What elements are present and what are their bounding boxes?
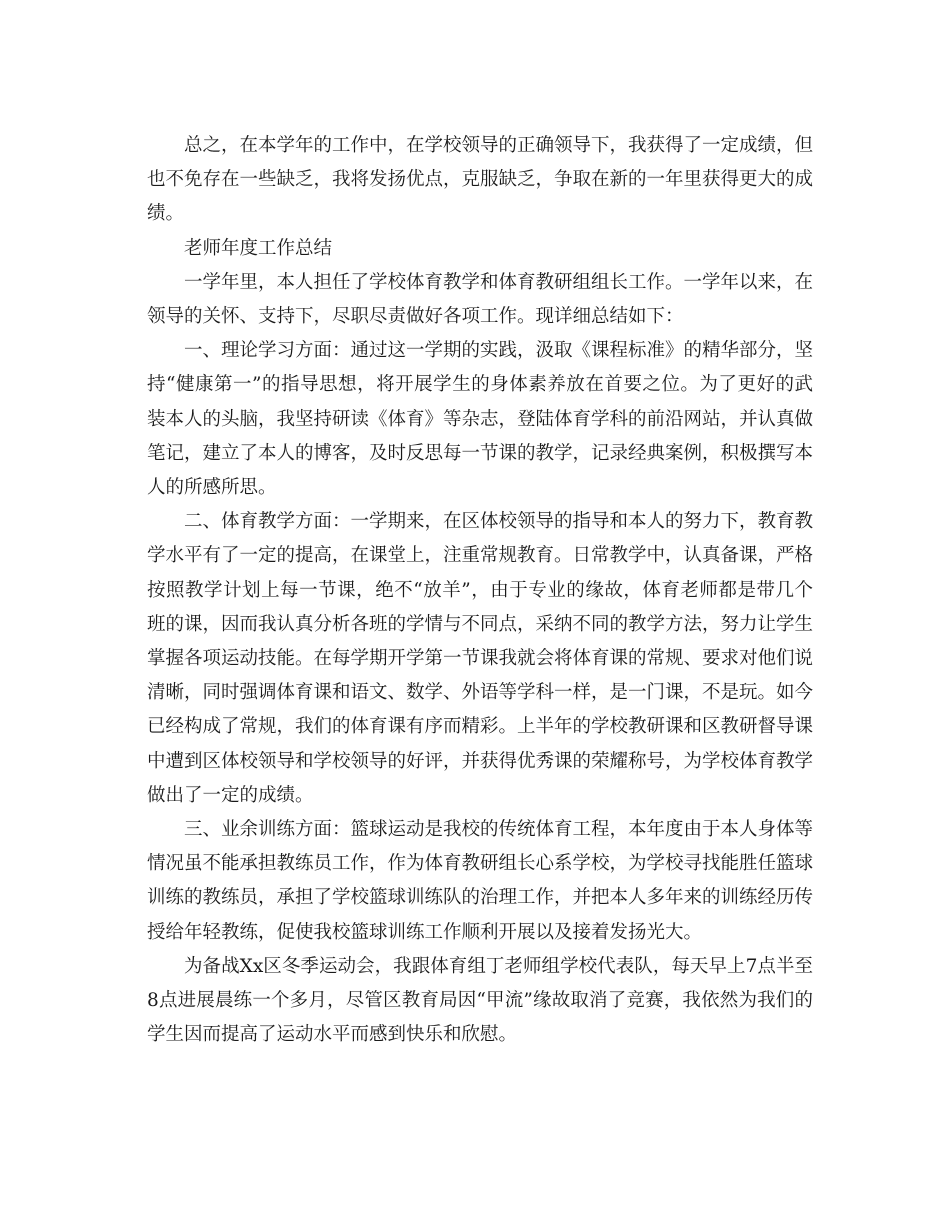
paragraph-winter-games: 为备战Xx区冬季运动会，我跟体育组丁老师组学校代表队，每天早上7点半至8点进展晨练一个多月，尽管区教育局因“甲流”缘故取消了竞赛，我依然为我们的学生因而提高了运动水平而感到快乐和欣慰。 <box>147 955 813 1046</box>
paragraph-pe-teaching: 二、体育教学方面：一学期来，在区体校领导的指导和本人的努力下，教育教学水平有了一定的提高，在课堂上，注重常规教育。日常教学中，认真备课，严格按照教学计划上每一节课，绝不“放羊”，由于专业的缘故，体育老师都是带几个班的课，因而我认真分析各班的学情与不同点，采纳不同的教学方法，努力让学生掌握各项运动技能。在每学期开学第一节课我就会将体育课的常规、要求对他们说清晰，同时强调体育课和语文、数学、外语等学科一样，是一门课，不是玩。如今已经构成了常规，我们的体育课有序而精彩。上半年的学校教研课和区教研督导课中遭到区体校领导和学校领导的好评，并获得优秀课的荣耀称号，为学校体育教学做出了一定的成绩。 <box>147 511 814 806</box>
paragraph-theory-study: 一、理论学习方面：通过这一学期的实践，汲取《课程标准》的精华部分，坚持“健康第一”的指导思想，将开展学生的身体素养放在首要之位。为了更好的武装本人的头脑，我坚持研读《体育》等杂志，登陆体育学科的前沿网站，并认真做笔记，建立了本人的博客，及时反思每一节课的教学，记录经典案例，积极撰写本人的所感所思。 <box>147 340 814 499</box>
paragraph-intro: 一学年里，本人担任了学校体育教学和体育教研组组长工作。一学年以来，在领导的关怀、支持下，尽职尽责做好各项工作。现详细总结如下： <box>147 271 814 328</box>
paragraph-conclusion: 总之，在本学年的工作中，在学校领导的正确领导下，我获得了一定成绩，但也不免存在一些缺乏，我将发扬优点，克服缺乏，争取在新的一年里获得更大的成绩。 <box>147 135 814 225</box>
section-heading: 老师年度工作总结 <box>184 237 333 259</box>
document-body <box>147 129 813 1052</box>
paragraph-amateur-training: 三、业余训练方面：篮球运动是我校的传统体育工程，本年度由于本人身体等情况虽不能承担教练员工作，作为体育教研组长心系学校，为学校寻找能胜任篮球训练的教练员，承担了学校篮球训练队的治理工作，并把本人多年来的训练经历传授给年轻教练，促使我校篮球训练工作顺利开展以及接着发扬光大。 <box>147 819 814 943</box>
